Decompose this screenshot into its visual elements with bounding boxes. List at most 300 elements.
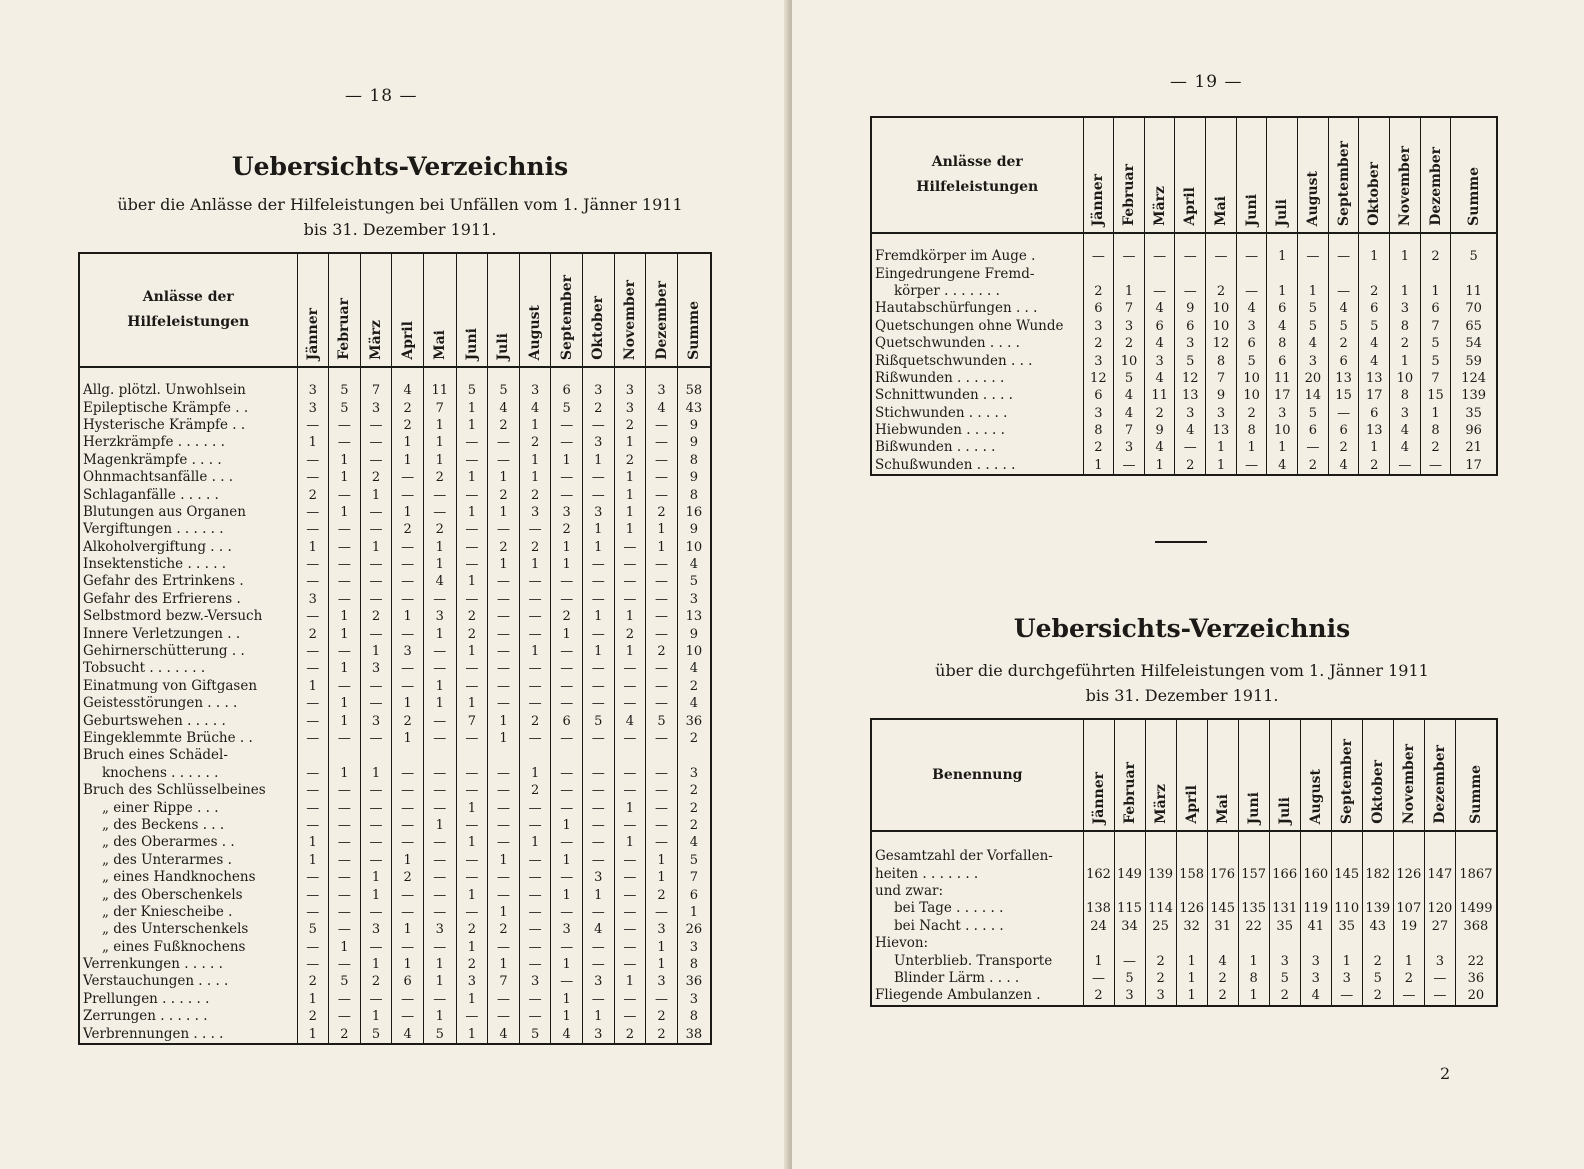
row-label: „ der Kniescheibe . bbox=[102, 903, 233, 920]
cell-value bbox=[1269, 831, 1300, 865]
row-total: 3 bbox=[677, 939, 711, 956]
cell-value: 20 bbox=[1298, 370, 1329, 387]
row-label: Blutungen aus Organen bbox=[83, 503, 246, 520]
cell-value: — bbox=[488, 991, 520, 1008]
cell-value: 1 bbox=[456, 417, 488, 434]
cell-value: 2 bbox=[456, 608, 488, 625]
row-label: Bruch des Schlüsselbeines bbox=[83, 782, 266, 799]
cell-value: 3 bbox=[1145, 987, 1176, 1005]
cell-value: — bbox=[456, 486, 488, 503]
cell-value: — bbox=[1298, 233, 1329, 265]
cell-value: — bbox=[1114, 233, 1145, 265]
row-total: 10 bbox=[677, 643, 711, 660]
cell-value: 1 bbox=[392, 921, 424, 938]
cell-value: — bbox=[646, 765, 678, 782]
cell-value: — bbox=[488, 608, 520, 625]
table-row bbox=[871, 233, 1497, 265]
page-title: Uebersichts-Verzeichnis bbox=[231, 152, 569, 181]
cell-value: — bbox=[423, 486, 456, 503]
cell-value: 2 bbox=[646, 886, 678, 903]
cell-value: 107 bbox=[1393, 900, 1424, 917]
cell-value: — bbox=[297, 712, 329, 729]
cell-value: 2 bbox=[1083, 987, 1114, 1005]
row-label: Verrenkungen . . . . . bbox=[83, 956, 223, 973]
cell-value: 1 bbox=[456, 834, 488, 851]
row-total: 2 bbox=[677, 730, 711, 747]
cell-value: — bbox=[614, 852, 646, 869]
month-header-text: Summe bbox=[1467, 765, 1484, 824]
cell-value: — bbox=[360, 504, 392, 521]
cell-value: — bbox=[456, 434, 488, 451]
cell-value: — bbox=[392, 904, 424, 921]
cell-value: 7 bbox=[1206, 370, 1237, 387]
cell-value: 1 bbox=[583, 1008, 615, 1025]
cell-value: 2 bbox=[646, 504, 678, 521]
table-row bbox=[79, 643, 711, 660]
cell-value bbox=[360, 747, 392, 764]
cell-value bbox=[614, 747, 646, 764]
cell-value: 7 bbox=[360, 367, 392, 399]
cell-value: 1 bbox=[456, 469, 488, 486]
cell-value: — bbox=[456, 678, 488, 695]
cell-value: 2 bbox=[1145, 952, 1176, 969]
table-row bbox=[79, 730, 711, 747]
row-label: Vergiftungen . . . . . . bbox=[83, 521, 224, 538]
cell-value: — bbox=[646, 991, 678, 1008]
cell-value: 5 bbox=[1328, 318, 1359, 335]
cell-value: — bbox=[456, 765, 488, 782]
cell-value: 1 bbox=[392, 730, 424, 747]
table-row bbox=[79, 469, 711, 486]
cell-value: 147 bbox=[1424, 865, 1455, 882]
cell-value: — bbox=[329, 486, 361, 503]
cell-value: 1 bbox=[456, 504, 488, 521]
cell-value: 13 bbox=[1328, 370, 1359, 387]
cell-value: 4 bbox=[1114, 405, 1145, 422]
cell-value: 6 bbox=[1236, 335, 1267, 352]
cell-value: 5 bbox=[1420, 335, 1451, 352]
table-row bbox=[79, 591, 711, 608]
cell-value: 1 bbox=[392, 504, 424, 521]
cell-value: — bbox=[614, 591, 646, 608]
cell-value: — bbox=[488, 782, 520, 799]
row-label: Unterblieb. Transporte bbox=[894, 952, 1053, 969]
cell-value: 7 bbox=[456, 712, 488, 729]
cell-value: 2 bbox=[519, 539, 551, 556]
cell-value: 2 bbox=[551, 521, 583, 538]
cell-value: 3 bbox=[297, 399, 329, 416]
month-header bbox=[1300, 719, 1331, 831]
cell-value: — bbox=[329, 817, 361, 834]
cell-value: — bbox=[646, 817, 678, 834]
table-row bbox=[79, 556, 711, 573]
cell-value: 1 bbox=[1206, 439, 1237, 456]
cell-value: 1 bbox=[488, 730, 520, 747]
cell-value: 1 bbox=[456, 643, 488, 660]
row-label: Geistesstörungen . . . . bbox=[83, 695, 238, 712]
cell-value bbox=[1390, 265, 1421, 282]
cell-value: — bbox=[614, 817, 646, 834]
row-total: 139 bbox=[1451, 387, 1497, 404]
cell-value: — bbox=[297, 765, 329, 782]
cell-value: 131 bbox=[1269, 900, 1300, 917]
month-header-text: August bbox=[527, 304, 544, 360]
cell-value bbox=[1145, 831, 1176, 865]
cell-value: 13 bbox=[1175, 387, 1206, 404]
cell-value: — bbox=[646, 556, 678, 573]
cell-value bbox=[1424, 935, 1455, 952]
cell-value: — bbox=[519, 921, 551, 938]
cell-value: — bbox=[392, 539, 424, 556]
table-row bbox=[79, 660, 711, 677]
cell-value: 1 bbox=[329, 939, 361, 956]
cell-value: — bbox=[488, 660, 520, 677]
row-label: Hiebwunden . . . . . bbox=[875, 422, 1005, 439]
month-header-text: Summe bbox=[1465, 167, 1482, 226]
cell-value: — bbox=[488, 834, 520, 851]
cell-value: — bbox=[551, 434, 583, 451]
row-label: Schußwunden . . . . . bbox=[875, 456, 1016, 473]
cell-value: — bbox=[297, 643, 329, 660]
cell-value: 13 bbox=[1206, 422, 1237, 439]
cell-value bbox=[1175, 265, 1206, 282]
row-label: Rißquetschwunden . . . bbox=[875, 352, 1033, 369]
cell-value: — bbox=[583, 817, 615, 834]
cell-value: 7 bbox=[423, 399, 456, 416]
cell-value: 3 bbox=[423, 921, 456, 938]
table-row bbox=[79, 625, 711, 642]
cell-value: 1 bbox=[488, 956, 520, 973]
month-header-text: Februar bbox=[1120, 164, 1137, 226]
cell-value: 10 bbox=[1206, 318, 1237, 335]
cell-value: — bbox=[297, 660, 329, 677]
month-header bbox=[519, 253, 551, 367]
cell-value: — bbox=[614, 695, 646, 712]
row-total: 3 bbox=[677, 991, 711, 1008]
table-row bbox=[79, 712, 711, 729]
cell-value bbox=[1206, 265, 1237, 282]
row-total bbox=[1455, 935, 1497, 952]
cell-value: — bbox=[423, 730, 456, 747]
row-label: Stichwunden . . . . . bbox=[875, 404, 1008, 421]
row-label: Alkoholvergiftung . . . bbox=[83, 538, 232, 555]
cell-value: 1 bbox=[551, 956, 583, 973]
cell-value: — bbox=[519, 817, 551, 834]
cell-value: — bbox=[488, 573, 520, 590]
cell-value: — bbox=[583, 834, 615, 851]
cell-value: — bbox=[329, 591, 361, 608]
cell-value: 5 bbox=[329, 399, 361, 416]
cell-value: 6 bbox=[1420, 300, 1451, 317]
cell-value: 6 bbox=[1328, 352, 1359, 369]
cell-value: 1 bbox=[423, 956, 456, 973]
cell-value: 3 bbox=[1114, 439, 1145, 456]
cell-value: 1 bbox=[423, 556, 456, 573]
row-label: „ des Beckens . . . bbox=[102, 816, 225, 833]
cell-value: 1 bbox=[1267, 233, 1298, 265]
cell-value: 41 bbox=[1300, 918, 1331, 935]
cell-value: — bbox=[360, 782, 392, 799]
cell-value: 1 bbox=[551, 1008, 583, 1025]
cell-value: 139 bbox=[1145, 865, 1176, 882]
cell-value: — bbox=[488, 695, 520, 712]
table-row bbox=[871, 265, 1497, 282]
month-header-text: Oktober bbox=[1369, 760, 1386, 824]
cell-value: 1 bbox=[488, 712, 520, 729]
cell-value: — bbox=[583, 799, 615, 816]
cell-value: — bbox=[329, 956, 361, 973]
cell-value: 1 bbox=[360, 869, 392, 886]
cell-value: — bbox=[456, 782, 488, 799]
cell-value: 11 bbox=[423, 367, 456, 399]
cell-value: 1 bbox=[488, 904, 520, 921]
cell-value: 1 bbox=[456, 939, 488, 956]
cell-value: — bbox=[488, 591, 520, 608]
cell-value: 4 bbox=[551, 1025, 583, 1043]
cell-value: 1 bbox=[551, 539, 583, 556]
cell-value: 1 bbox=[488, 504, 520, 521]
cell-value: 8 bbox=[1206, 352, 1237, 369]
table-row bbox=[79, 695, 711, 712]
cell-value: 9 bbox=[1175, 300, 1206, 317]
cell-value: 14 bbox=[1298, 387, 1329, 404]
cell-value: — bbox=[646, 452, 678, 469]
row-label: „ eines Fußknochens bbox=[102, 938, 246, 955]
row-label: Ohnmachtsanfälle . . . bbox=[83, 469, 234, 486]
cell-value: 5 bbox=[583, 712, 615, 729]
cell-value bbox=[423, 747, 456, 764]
cell-value: 9 bbox=[1206, 387, 1237, 404]
cell-value: 8 bbox=[1238, 970, 1269, 987]
cell-value: — bbox=[551, 973, 583, 990]
cell-value bbox=[1083, 265, 1114, 282]
row-label: knochens . . . . . . bbox=[102, 764, 219, 781]
cell-value: 3 bbox=[551, 921, 583, 938]
cell-value: 1 bbox=[392, 695, 424, 712]
row-label: Eingedrungene Fremd- bbox=[875, 265, 1035, 282]
cell-value: 4 bbox=[1144, 439, 1175, 456]
cell-value bbox=[1145, 935, 1176, 952]
cell-value: 15 bbox=[1328, 387, 1359, 404]
cell-value: 176 bbox=[1207, 865, 1238, 882]
row-label: Innere Verletzungen . . bbox=[83, 625, 241, 642]
cell-value: — bbox=[614, 869, 646, 886]
cell-value: 2 bbox=[360, 608, 392, 625]
cell-value: — bbox=[392, 625, 424, 642]
month-header bbox=[1328, 117, 1359, 233]
cell-value: — bbox=[1328, 233, 1359, 265]
subtitle-line: über die durchgeführten Hilfeleistungen vom 1. Jänner 1911 bbox=[935, 661, 1429, 680]
cell-value: — bbox=[614, 939, 646, 956]
cell-value: — bbox=[614, 573, 646, 590]
month-header bbox=[1393, 719, 1424, 831]
cell-value: 6 bbox=[1298, 422, 1329, 439]
row-total: 2 bbox=[677, 799, 711, 816]
cell-value: 2 bbox=[1362, 952, 1393, 969]
page-number: — 19 — bbox=[1170, 72, 1243, 92]
cell-value: — bbox=[519, 904, 551, 921]
cell-value bbox=[1331, 935, 1362, 952]
month-header bbox=[360, 253, 392, 367]
cell-value bbox=[1083, 935, 1114, 952]
cell-value: 3 bbox=[646, 367, 678, 399]
cell-value: 7 bbox=[1114, 300, 1145, 317]
cell-value: — bbox=[1236, 457, 1267, 475]
row-total: 5 bbox=[1451, 233, 1497, 265]
cell-value bbox=[1300, 883, 1331, 900]
cell-value: — bbox=[360, 591, 392, 608]
row-total: 1499 bbox=[1455, 900, 1497, 917]
row-label: bei Nacht . . . . . bbox=[894, 917, 1004, 934]
cell-value: 1 bbox=[329, 712, 361, 729]
cell-value: 6 bbox=[1359, 405, 1390, 422]
row-total: 2 bbox=[677, 817, 711, 834]
cell-value: — bbox=[614, 782, 646, 799]
cell-value bbox=[1298, 265, 1329, 282]
cell-value: — bbox=[583, 782, 615, 799]
row-total: 38 bbox=[677, 1025, 711, 1043]
cell-value: 24 bbox=[1083, 918, 1114, 935]
table-row bbox=[79, 799, 711, 816]
cell-value: — bbox=[392, 469, 424, 486]
cell-value: 1 bbox=[1236, 439, 1267, 456]
cell-value: 3 bbox=[297, 367, 329, 399]
cell-value bbox=[1420, 265, 1451, 282]
table-row bbox=[871, 335, 1497, 352]
cell-value: 3 bbox=[583, 869, 615, 886]
row-label: Fliegende Ambulanzen . bbox=[875, 987, 1041, 1004]
row-total: 65 bbox=[1451, 318, 1497, 335]
cell-value: — bbox=[360, 991, 392, 1008]
cell-value: 5 bbox=[488, 367, 520, 399]
cell-value: 13 bbox=[1359, 422, 1390, 439]
cell-value: — bbox=[646, 417, 678, 434]
month-header-text: Oktober bbox=[590, 296, 607, 360]
cell-value: 2 bbox=[1362, 987, 1393, 1005]
cell-value: 12 bbox=[1206, 335, 1237, 352]
cell-value: 1 bbox=[614, 799, 646, 816]
cell-value: 138 bbox=[1083, 900, 1114, 917]
cell-value: 7 bbox=[1420, 318, 1451, 335]
cell-value: — bbox=[423, 852, 456, 869]
row-label: Zerrungen . . . . . . bbox=[83, 1008, 208, 1025]
month-header bbox=[551, 253, 583, 367]
cell-value: — bbox=[392, 573, 424, 590]
cell-value: — bbox=[329, 991, 361, 1008]
row-total: 96 bbox=[1451, 422, 1497, 439]
cell-value: — bbox=[646, 608, 678, 625]
row-total: 1867 bbox=[1455, 865, 1497, 882]
cell-value: 2 bbox=[456, 956, 488, 973]
cell-value: 6 bbox=[551, 712, 583, 729]
month-header-text: März bbox=[368, 320, 385, 360]
cell-value: — bbox=[519, 869, 551, 886]
cell-value: 1 bbox=[551, 991, 583, 1008]
row-total: 8 bbox=[677, 1008, 711, 1025]
cell-value bbox=[297, 747, 329, 764]
row-label: heiten . . . . . . . bbox=[875, 865, 979, 882]
cell-value: — bbox=[583, 765, 615, 782]
cell-value: 3 bbox=[551, 504, 583, 521]
row-label: Allg. plötzl. Unwohlsein bbox=[83, 382, 246, 399]
cell-value bbox=[329, 747, 361, 764]
cell-value: 115 bbox=[1114, 900, 1145, 917]
cell-value: — bbox=[1144, 283, 1175, 300]
cell-value: 8 bbox=[1420, 422, 1451, 439]
cell-value: 1 bbox=[646, 521, 678, 538]
cell-value: — bbox=[360, 939, 392, 956]
cell-value: — bbox=[583, 625, 615, 642]
cell-value: — bbox=[1328, 283, 1359, 300]
cell-value: — bbox=[583, 956, 615, 973]
cell-value: — bbox=[551, 643, 583, 660]
cell-value: 6 bbox=[392, 973, 424, 990]
month-header bbox=[1390, 117, 1421, 233]
cell-value: — bbox=[360, 434, 392, 451]
cell-value: 1 bbox=[583, 643, 615, 660]
cell-value: — bbox=[551, 695, 583, 712]
cell-value: — bbox=[297, 817, 329, 834]
month-header bbox=[1269, 719, 1300, 831]
month-header-text: September bbox=[1338, 738, 1355, 824]
table-row bbox=[79, 1008, 711, 1025]
cell-value: 5 bbox=[1359, 318, 1390, 335]
row-total: 8 bbox=[677, 452, 711, 469]
row-label: Hievon: bbox=[875, 935, 929, 952]
cell-value: 3 bbox=[1144, 352, 1175, 369]
cell-value: — bbox=[583, 486, 615, 503]
cell-value: 1 bbox=[1083, 952, 1114, 969]
cell-value: 2 bbox=[1328, 335, 1359, 352]
cell-value bbox=[1238, 883, 1269, 900]
table-row bbox=[79, 504, 711, 521]
cell-value: — bbox=[329, 539, 361, 556]
cell-value: 1 bbox=[646, 852, 678, 869]
cell-value: 1 bbox=[1390, 352, 1421, 369]
cell-value: — bbox=[583, 991, 615, 1008]
cell-value: — bbox=[551, 939, 583, 956]
cell-value: 1 bbox=[360, 486, 392, 503]
row-total: 9 bbox=[677, 625, 711, 642]
row-total: 9 bbox=[677, 434, 711, 451]
cell-value: 114 bbox=[1145, 900, 1176, 917]
column-header-label bbox=[79, 253, 297, 367]
cell-value: 1 bbox=[423, 539, 456, 556]
row-total: 36 bbox=[677, 973, 711, 990]
cell-value: — bbox=[488, 939, 520, 956]
cell-value bbox=[646, 747, 678, 764]
row-total: 368 bbox=[1455, 918, 1497, 935]
cell-value: 35 bbox=[1331, 918, 1362, 935]
cell-value: 3 bbox=[583, 504, 615, 521]
cell-value: — bbox=[297, 573, 329, 590]
row-label: Gehirnerschütterung . . bbox=[83, 643, 245, 660]
page-subtitle bbox=[90, 192, 710, 242]
row-total: 8 bbox=[677, 956, 711, 973]
cell-value: 6 bbox=[1083, 387, 1114, 404]
cell-value: 3 bbox=[1300, 970, 1331, 987]
cell-value: — bbox=[519, 573, 551, 590]
row-total bbox=[677, 747, 711, 764]
table-left bbox=[78, 252, 712, 1045]
row-label: „ einer Rippe . . . bbox=[102, 799, 219, 816]
row-total: 13 bbox=[677, 608, 711, 625]
cell-value: 3 bbox=[1175, 405, 1206, 422]
cell-value: — bbox=[329, 869, 361, 886]
month-header-text: Juli bbox=[495, 332, 512, 360]
cell-value: 8 bbox=[1267, 335, 1298, 352]
cell-value: — bbox=[519, 1008, 551, 1025]
